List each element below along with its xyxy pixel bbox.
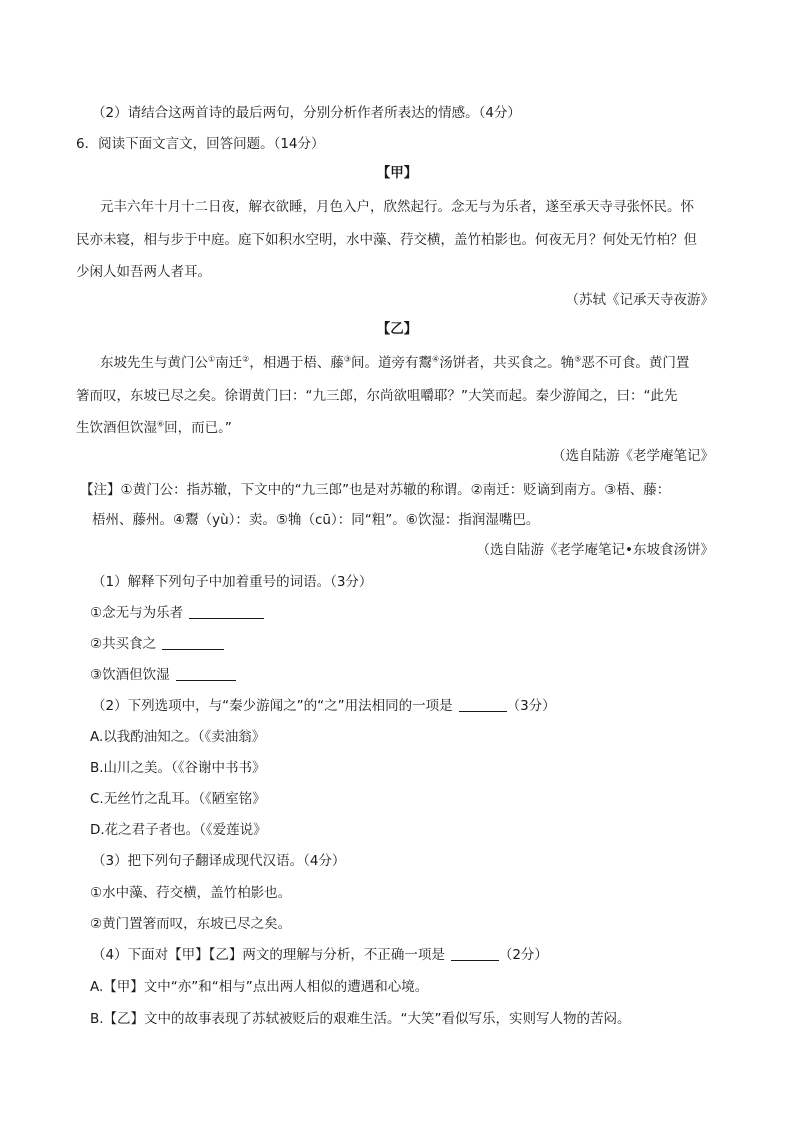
yi-text: 间。道旁有鬻	[351, 355, 433, 371]
footnote-mark: ③	[343, 354, 352, 364]
yi-text: 恶不可食。黄门置	[581, 355, 690, 371]
answer-blank[interactable]	[189, 605, 264, 619]
footnote-mark: ⑥	[157, 419, 165, 429]
yi-text: 汤饼者，共买食之。觕	[439, 355, 575, 371]
yi-text: 生饮酒但饮湿	[76, 420, 157, 436]
score-text: （2分）	[498, 947, 548, 963]
q6-sub2-option-d: D.花之君子者也。（《爱莲说》	[90, 822, 267, 838]
passage-yi-label: 【乙】	[376, 321, 418, 337]
notes-line-2: 梧州、藤州。④鬻（yù）：卖。⑤觕（cū）：同“粗”。⑥饮湿：指润湿嘴巴。	[92, 512, 540, 528]
prompt-text: （2）下列选项中，与“秦少游闻之”的“之”用法相同的一项是	[92, 698, 453, 714]
passage-yi-line-1	[100, 354, 689, 372]
passage-jia-source: （苏轼《记承天寺夜游》	[565, 292, 714, 308]
q6-sub2-option-a: A.以我酌油知之。（《卖油翁》	[90, 729, 266, 745]
answer-blank[interactable]	[459, 698, 507, 712]
q6-header: 6．阅读下面文言文，回答问题。（14分）	[76, 136, 325, 152]
footnote-mark: ①	[208, 354, 216, 364]
q6-sub2-prompt	[92, 697, 556, 715]
passage-jia-line-1: 元丰六年十月十二日夜，解衣欲睡，月色入户，欣然起行。念无与为乐者，遂至承天寺寻张怀民。怀	[100, 199, 694, 215]
q6-sub1-item-3	[90, 666, 236, 684]
prompt-text: （4）下面对【甲】【乙】两文的理解与分析，不正确一项是	[92, 947, 445, 963]
yi-text: ，相遇于梧、藤	[249, 355, 344, 371]
passage-yi-source: （选自陆游《老学庵笔记》	[552, 448, 714, 464]
answer-blank[interactable]	[176, 667, 236, 681]
q6-sub2-option-b: B.山川之美。（《谷谢中书书》	[90, 760, 266, 776]
q6-sub3-item-2: ②黄门置箸而叹，东坡已尽之矣。	[90, 916, 292, 932]
notes-source: （选自陆游《老学庵笔记•东坡食汤饼》	[476, 542, 714, 558]
q6-sub1-item-1	[90, 604, 264, 622]
q6-sub1-item-2	[90, 635, 224, 653]
answer-blank[interactable]	[451, 947, 499, 961]
q6-sub3-prompt: （3）把下列句子翻译成现代汉语。（4分）	[92, 853, 346, 869]
q6-sub3-item-1: ①水中藻、荇交横，盖竹柏影也。	[90, 885, 292, 901]
q6-sub4-prompt	[92, 946, 548, 964]
yi-text: 南迁	[215, 355, 243, 371]
q6-sub1-prompt: （1）解释下列句子中加着重号的词语。（3分）	[92, 574, 373, 590]
notes-line-1: 【注】①黄门公：指苏辙，下文中的“九三郎”也是对苏辙的称谓。②南迁：贬谪到南方。③梧、藤：	[80, 482, 671, 498]
footnote-mark: ②	[242, 354, 250, 364]
passage-jia-label: 【甲】	[376, 165, 418, 181]
passage-jia-line-3: 少闲人如吾两人者耳。	[76, 264, 211, 280]
yi-text: 回，而已。”	[164, 420, 232, 436]
q6-sub4-option-a: A.【甲】文中“亦”和“相与”点出两人相似的遭遇和心境。	[90, 979, 429, 995]
q6-sub2-option-c: C.无丝竹之乱耳。（《陋室铭》	[90, 791, 266, 807]
item-text: ②共买食之	[90, 636, 157, 652]
item-text: ①念无与为乐者	[90, 605, 184, 621]
score-text: （3分）	[506, 698, 556, 714]
q5-sub2-prompt: （2）请结合这两首诗的最后两句，分别分析作者所表达的情感。（4分）	[92, 105, 521, 121]
passage-yi-line-2: 箸而叹，东坡已尽之矣。徐谓黄门曰：“九三郎，尔尚欲咀嚼耶？”大笑而起。秦少游闻之，曰：“此先	[76, 388, 678, 404]
q6-sub4-option-b: B.【乙】文中的故事表现了苏轼被贬后的艰难生活。“大笑”看似写乐，实则写人物的苦闷。	[90, 1011, 631, 1027]
passage-yi-line-3	[76, 419, 232, 437]
footnote-mark: ④	[432, 354, 440, 364]
footnote-mark: ⑤	[574, 354, 582, 364]
item-text: ③饮酒但饮湿	[90, 667, 170, 683]
yi-text: 东坡先生与黄门公	[100, 355, 208, 371]
passage-jia-line-2: 民亦未寝，相与步于中庭。庭下如积水空明，水中藻、荇交横，盖竹柏影也。何夜无月？何处无竹柏？但	[76, 232, 697, 248]
answer-blank[interactable]	[162, 636, 224, 650]
